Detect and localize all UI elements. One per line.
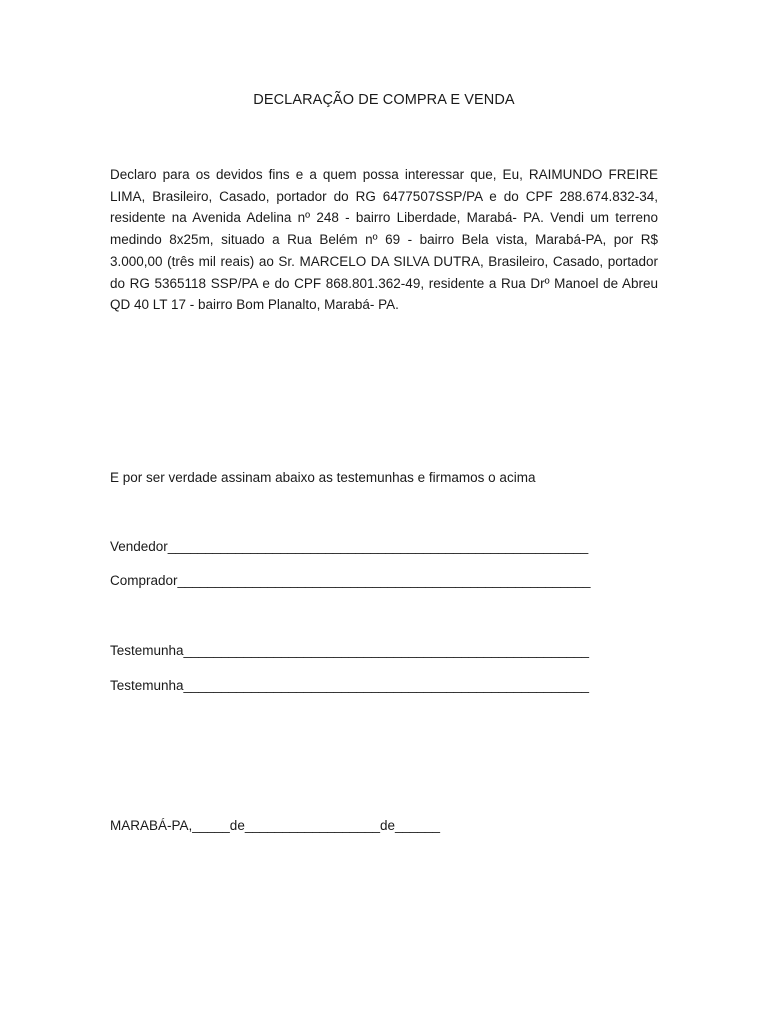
document-title: DECLARAÇÃO DE COMPRA E VENDA [253,92,515,108]
buyer-signature-line: Comprador_______________________________________________________ [110,573,591,588]
declaration-paragraph: Declaro para os devidos fins e a quem possa interessar que, Eu, RAIMUNDO FREIRE LIMA, Brasileiro, Casado, portador do RG 6477507SSP/PA e do CPF 288.674.832-34, residente na Avenida Adelina nº 248 - bairro Liberdade, Marabá- PA. Vendi um terreno medindo 8x25m, situado a Rua Belém nº 69 - bairro Bela vista, Marabá-PA, por R$ 3.000,00 (três mil reais) ao Sr. MARCELO DA SILVA DUTRA, Brasileiro, Casado, portador do RG 5365118 SSP/PA e do CPF 868.801.362-49, residente a Rua Drº Manoel de Abreu QD 40 LT 17 - bairro Bom Planalto, Marabá- PA. [110,167,658,313]
witness-2-signature-line: Testemunha______________________________________________________ [110,678,589,693]
place-date-line: MARABÁ-PA,_____de__________________de______ [110,818,441,833]
closing-statement: E por ser verdade assinam abaixo as testemunhas e firmamos o acima [110,470,536,485]
witness-1-signature-line: Testemunha______________________________________________________ [110,643,589,658]
seller-signature-line: Vendedor________________________________________________________ [110,539,589,554]
